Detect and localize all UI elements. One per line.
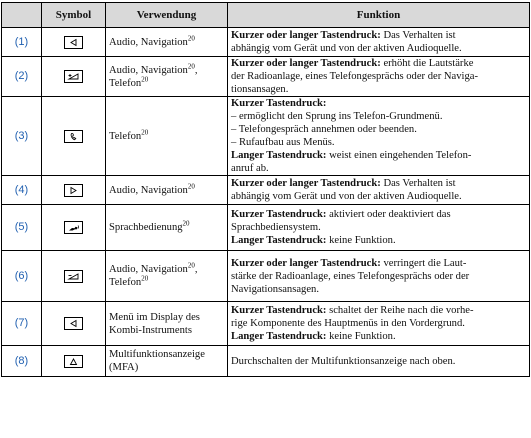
row-index: (2) bbox=[2, 57, 42, 97]
voice-control-icon bbox=[64, 221, 83, 234]
footnote-marker: 20 bbox=[141, 127, 149, 136]
function-keypress-label: Langer Tastendruck: bbox=[231, 235, 327, 246]
footnote-marker: 20 bbox=[187, 181, 195, 190]
function-description: erhöht die Lautstärke bbox=[380, 58, 474, 69]
footnote-marker: 20 bbox=[187, 261, 195, 270]
row-usage bbox=[106, 176, 228, 205]
function-description: der Radioanlage, eines Telefongesprächs oder der Naviga- bbox=[231, 71, 479, 82]
row-function bbox=[228, 302, 530, 346]
function-description: tionsansagen. bbox=[231, 84, 289, 95]
table-row bbox=[2, 346, 530, 377]
row-usage bbox=[106, 28, 228, 57]
function-keypress-label: Kurzer oder langer Tastendruck: bbox=[231, 30, 381, 41]
row-function bbox=[228, 176, 530, 205]
row-index: (5) bbox=[2, 205, 42, 251]
function-description: anruf ab. bbox=[231, 163, 269, 174]
function-line bbox=[231, 149, 526, 162]
footnote-marker: 20 bbox=[141, 74, 149, 83]
footnote-marker: 20 bbox=[187, 61, 195, 70]
function-keypress-label: Langer Tastendruck: bbox=[231, 150, 327, 161]
row-index: (3) bbox=[2, 97, 42, 176]
usage-text: Telefon bbox=[109, 130, 142, 142]
row-index: (6) bbox=[2, 251, 42, 302]
usage-text: Sprachbedienung bbox=[109, 222, 183, 233]
function-line bbox=[231, 97, 526, 110]
function-line bbox=[231, 221, 526, 234]
function-line bbox=[231, 283, 526, 296]
table-row bbox=[2, 176, 530, 205]
row-usage bbox=[106, 302, 228, 346]
function-description: aktiviert oder deaktiviert das bbox=[326, 209, 451, 220]
usage-text: Audio, Navigation bbox=[109, 64, 188, 76]
row-symbol bbox=[42, 28, 106, 57]
header-symbol: Symbol bbox=[42, 3, 106, 28]
table-body bbox=[2, 28, 530, 377]
function-keypress-label: Kurzer Tastendruck: bbox=[231, 209, 327, 220]
triangle-right-icon bbox=[64, 184, 83, 197]
usage-text-line2: Telefon bbox=[109, 77, 142, 89]
volume-down-icon bbox=[64, 270, 83, 283]
row-usage: Audio, Navigation$^{20}$, Telefon$^{20}$ bbox=[106, 57, 228, 97]
function-line bbox=[231, 42, 526, 55]
footnote-marker: 20 bbox=[187, 33, 195, 42]
triangle-left-icon bbox=[64, 36, 83, 49]
function-line bbox=[231, 317, 526, 330]
row-usage bbox=[106, 205, 228, 251]
row-function bbox=[228, 251, 530, 302]
function-description: – Telefongespräch annehmen oder beenden. bbox=[231, 124, 417, 135]
row-symbol bbox=[42, 205, 106, 251]
function-line bbox=[231, 330, 526, 343]
function-line bbox=[231, 190, 526, 203]
function-table bbox=[1, 2, 530, 377]
function-description: weist einen eingehenden Telefon- bbox=[326, 150, 472, 161]
triangle-left-icon bbox=[64, 317, 83, 330]
usage-text: Audio, Navigation bbox=[109, 36, 188, 48]
triangle-up-icon bbox=[64, 355, 83, 368]
table-row bbox=[2, 97, 530, 176]
function-line bbox=[231, 270, 526, 283]
header-function: Funktion bbox=[228, 3, 530, 28]
function-description: stärke der Radioanlage, eines Telefongesprächs oder der bbox=[231, 270, 470, 282]
function-description: Durchschalten der Multifunktionsanzeige nach oben. bbox=[231, 355, 456, 367]
function-description: – Rufaufbau aus Menüs. bbox=[231, 137, 335, 148]
function-line bbox=[231, 83, 526, 96]
row-index: (7) bbox=[2, 302, 42, 346]
table-row bbox=[2, 57, 530, 97]
header-index bbox=[2, 3, 42, 28]
footnote-marker: 20 bbox=[182, 219, 190, 228]
function-line bbox=[231, 57, 526, 70]
function-keypress-label: Kurzer oder langer Tastendruck: bbox=[231, 178, 381, 189]
function-line bbox=[231, 29, 526, 42]
footnote-marker: 20 bbox=[141, 274, 149, 283]
function-description: keine Funktion. bbox=[326, 235, 396, 246]
row-symbol bbox=[42, 302, 106, 346]
row-symbol bbox=[42, 251, 106, 302]
function-description: Das Verhalten ist bbox=[380, 178, 456, 189]
row-symbol bbox=[42, 346, 106, 377]
table-row bbox=[2, 28, 530, 57]
row-usage bbox=[106, 97, 228, 176]
usage-text-line2: Kombi-Instruments bbox=[109, 324, 192, 336]
function-description: keine Funktion. bbox=[326, 331, 396, 342]
function-line bbox=[231, 234, 526, 247]
function-description: rige Komponente des Hauptmenüs in den Vordergrund. bbox=[231, 318, 465, 329]
function-description: abhängig vom Gerät und von der aktiven Audioquelle. bbox=[231, 43, 462, 54]
usage-text: Audio, Navigation bbox=[109, 264, 188, 275]
row-index: (8) bbox=[2, 346, 42, 377]
volume-up-icon bbox=[64, 70, 83, 83]
function-line bbox=[231, 70, 526, 83]
row-symbol bbox=[42, 57, 106, 97]
usage-text: Menü im Display des bbox=[109, 311, 200, 323]
function-keypress-label: Kurzer Tastendruck: bbox=[231, 305, 327, 316]
function-line bbox=[231, 110, 526, 123]
function-line bbox=[231, 304, 526, 317]
row-function bbox=[228, 205, 530, 251]
usage-text-line2: (MFA) bbox=[109, 362, 139, 373]
function-line bbox=[231, 162, 526, 175]
usage-text-line2: Telefon bbox=[109, 277, 142, 288]
function-description: Sprachbediensystem. bbox=[231, 222, 321, 233]
function-description: schaltet der Reihe nach die vorhe- bbox=[326, 305, 474, 316]
header-usage: Verwendung bbox=[106, 3, 228, 28]
function-line bbox=[231, 257, 526, 270]
function-description: abhängig vom Gerät und von der aktiven Audioquelle. bbox=[231, 191, 462, 202]
row-symbol bbox=[42, 97, 106, 176]
table-row bbox=[2, 251, 530, 302]
function-keypress-label: Kurzer oder langer Tastendruck: bbox=[231, 58, 381, 69]
row-index: (1) bbox=[2, 28, 42, 57]
function-line bbox=[231, 208, 526, 221]
row-usage bbox=[106, 346, 228, 377]
function-line bbox=[231, 123, 526, 136]
row-function bbox=[228, 28, 530, 57]
row-symbol bbox=[42, 176, 106, 205]
usage-text: Audio, Navigation bbox=[109, 184, 188, 196]
function-line bbox=[231, 355, 526, 368]
table-row bbox=[2, 205, 530, 251]
row-function bbox=[228, 346, 530, 377]
phone-icon bbox=[64, 130, 83, 143]
function-description: Navigationsansagen. bbox=[231, 283, 319, 295]
function-description: Das Verhalten ist bbox=[380, 30, 456, 41]
table-row bbox=[2, 302, 530, 346]
function-line bbox=[231, 177, 526, 190]
function-keypress-label: Kurzer Tastendruck: bbox=[231, 98, 327, 109]
function-line bbox=[231, 136, 526, 149]
function-keypress-label: Langer Tastendruck: bbox=[231, 331, 327, 342]
function-keypress-label: Kurzer oder langer Tastendruck: bbox=[231, 257, 381, 269]
row-function bbox=[228, 97, 530, 176]
function-description: – ermöglicht den Sprung ins Telefon-Grundmenü. bbox=[231, 111, 443, 122]
table-header-row bbox=[2, 3, 530, 28]
row-function bbox=[228, 57, 530, 97]
row-usage: Audio, Navigation$^{20}$, Telefon$^{20}$ bbox=[106, 251, 228, 302]
usage-text: Multifunktionsanzeige bbox=[109, 349, 205, 360]
function-description: verringert die Laut- bbox=[380, 257, 467, 269]
row-index: (4) bbox=[2, 176, 42, 205]
